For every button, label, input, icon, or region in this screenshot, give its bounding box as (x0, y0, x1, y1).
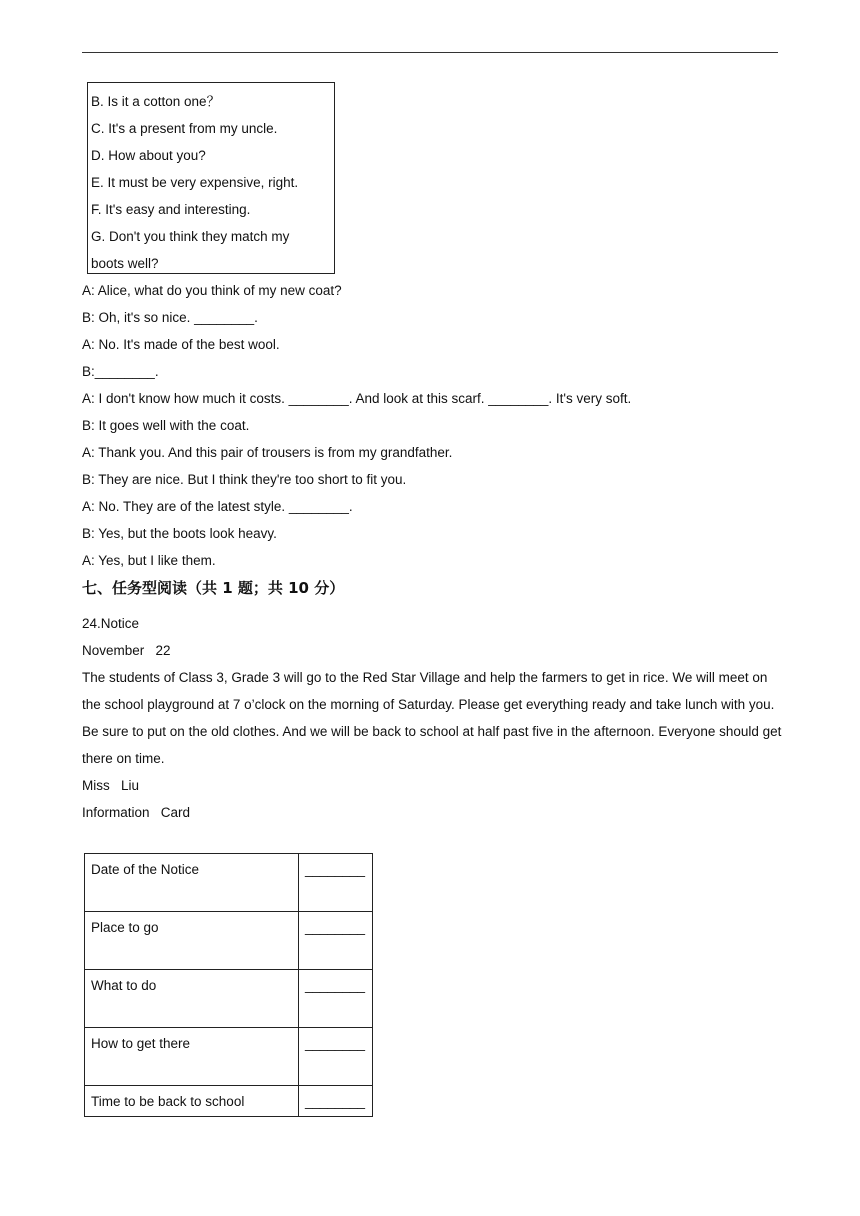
card-row-blank: ________ (299, 1028, 373, 1086)
option-b: B. Is it a cotton one？ (91, 94, 221, 109)
section-heading (82, 578, 344, 598)
section-heading-points: 10 (288, 579, 309, 597)
option-f: F. It's easy and interesting. (91, 202, 251, 217)
table-row (85, 1086, 373, 1117)
dialogue-line: B:________. (82, 364, 159, 379)
options-box (87, 82, 335, 274)
card-row-label: Place to go (85, 912, 299, 970)
notice-signature: Miss Liu (82, 778, 140, 793)
dialogue-line: A: No. It's made of the best wool. (82, 337, 280, 352)
section-heading-count: 1 (222, 579, 233, 597)
section-heading-post: 分） (309, 579, 345, 597)
notice-body: The students of Class 3, Grade 3 will go to the Red Star Village and help the farmers to get in rice. We will meet on the school playground at 7 o’clock on the morning of Saturday. Please get everything ready and take lunch with you. Be sure to put on the old clothes. And we will be back to school at half past five in the afternoon. Everyone should get there on time. (82, 670, 782, 766)
header-rule (82, 52, 778, 53)
dialogue-line: B: They are nice. But I think they're too short to fit you. (82, 472, 407, 487)
question-title: 24.Notice (82, 616, 140, 631)
card-row-label: How to get there (85, 1028, 299, 1086)
dialogue-line: A: I don't know how much it costs. ________. And look at this scarf. ________. It's very soft. (82, 391, 632, 406)
table-row (85, 970, 373, 1028)
option-g-continued: boots well? (91, 256, 159, 271)
dialogue-line: A: Yes, but I like them. (82, 553, 216, 568)
card-row-blank: ________ (299, 912, 373, 970)
table-row (85, 854, 373, 912)
section-heading-mid: 题；共 (232, 579, 289, 597)
card-row-blank: ________ (299, 1086, 373, 1117)
dialogue-line: A: Thank you. And this pair of trousers is from my grandfather. (82, 445, 453, 460)
dialogue-line: A: Alice, what do you think of my new coat? (82, 283, 342, 298)
option-e: E. It must be very expensive, right. (91, 175, 299, 190)
card-title: Information Card (82, 805, 191, 820)
notice-date: November 22 (82, 643, 171, 658)
table-row (85, 912, 373, 970)
dialogue-line: B: It goes well with the coat. (82, 418, 250, 433)
card-row-blank: ________ (299, 854, 373, 912)
dialogue-line: B: Oh, it's so nice. ________. (82, 310, 258, 325)
dialogue-line: A: No. They are of the latest style. ________. (82, 499, 353, 514)
option-d: D. How about you? (91, 148, 206, 163)
option-c: C. It's a present from my uncle. (91, 121, 278, 136)
option-g: G. Don't you think they match my (91, 229, 290, 244)
card-row-label: Time to be back to school (85, 1086, 299, 1117)
section-heading-pre: 七、任务型阅读（共 (82, 579, 223, 597)
card-row-label: Date of the Notice (85, 854, 299, 912)
dialogue-line: B: Yes, but the boots look heavy. (82, 526, 277, 541)
card-row-label: What to do (85, 970, 299, 1028)
table-row (85, 1028, 373, 1086)
card-row-blank: ________ (299, 970, 373, 1028)
information-card-table (84, 853, 373, 1117)
